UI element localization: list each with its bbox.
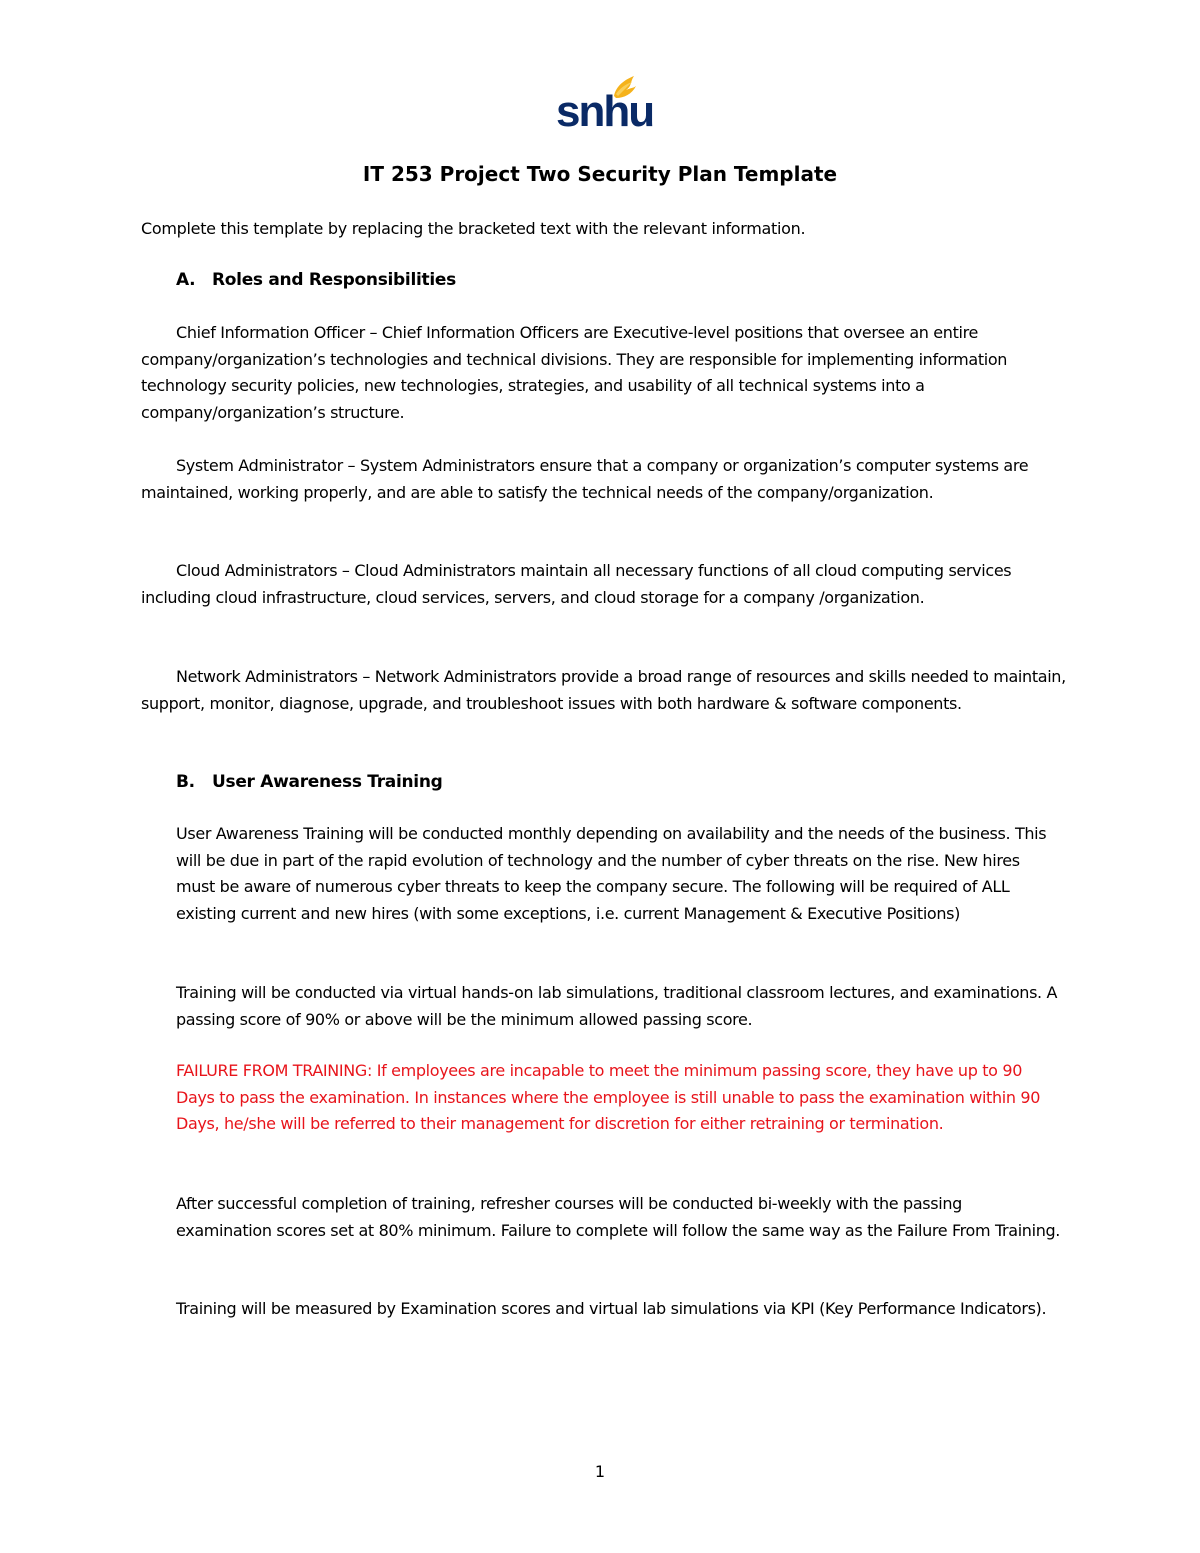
role-cio-paragraph: Chief Information Officer – Chief Information Officers are Executive-level positions that oversee an entire company/organization’s technologies and technical divisions. They are responsible for implementing information technology security policies, new technologies, strategies, and usability of all technical systems into a company/organization’s structure. — [141, 323, 1008, 422]
section-b-letter: B. — [176, 772, 195, 792]
training-method-paragraph: Training will be conducted via virtual hands-on lab simulations, traditional classroom lectures, and examinations. A passing score of 90% or above will be the minimum allowed passing score. — [176, 983, 1058, 1029]
section-a-heading — [176, 267, 456, 293]
role-sysadmin-paragraph: System Administrator – System Administrators ensure that a company or organization’s computer systems are maintained, working properly, and are able to satisfy the technical needs of the company/organization. — [141, 456, 1029, 502]
training-measurement-paragraph: Training will be measured by Examination scores and virtual lab simulations via KPI (Key Performance Indicators). — [176, 1299, 1047, 1318]
section-a-title: Roles and Responsibilities — [212, 270, 456, 290]
logo-wordmark: snhu — [556, 87, 654, 136]
training-overview-paragraph: User Awareness Training will be conducted monthly depending on availability and the needs of the business. This will be due in part of the rapid evolution of technology and the number of cyber threats on the rise. New hires must be aware of numerous cyber threats to keep the company secure. The following will be required of ALL existing current and new hires (with some exceptions, i.e. current Management & Executive Positions) — [176, 824, 1047, 923]
section-b-heading — [176, 769, 443, 795]
role-cloudadmin-paragraph: Cloud Administrators – Cloud Administrators maintain all necessary functions of all cloud computing services including cloud infrastructure, cloud services, servers, and cloud storage for a company /organization. — [141, 561, 1012, 607]
document-title: IT 253 Project Two Security Plan Template — [362, 162, 838, 186]
page-number: 1 — [594, 1462, 606, 1481]
intro-text: Complete this template by replacing the bracketed text with the relevant information. — [141, 219, 806, 238]
section-a-letter: A. — [176, 270, 196, 290]
role-netadmin-paragraph: Network Administrators – Network Administrators provide a broad range of resources and skills needed to maintain, support, monitor, diagnose, upgrade, and troubleshoot issues with both hardware & software components. — [141, 667, 1066, 713]
training-refresher-paragraph: After successful completion of training, refresher courses will be conducted bi-weekly with the passing examination scores set at 80% minimum. Failure to complete will follow the same way as the Failure From Training. — [176, 1194, 1061, 1240]
snhu-logo — [556, 74, 654, 136]
section-b-title: User Awareness Training — [212, 772, 443, 792]
training-failure-paragraph: FAILURE FROM TRAINING: If employees are incapable to meet the minimum passing score, they have up to 90 Days to pass the examination. In instances where the employee is still unable to pass the examination within 90 Days, he/she will be referred to their management for discretion for either retraining or termination. — [176, 1061, 1041, 1133]
